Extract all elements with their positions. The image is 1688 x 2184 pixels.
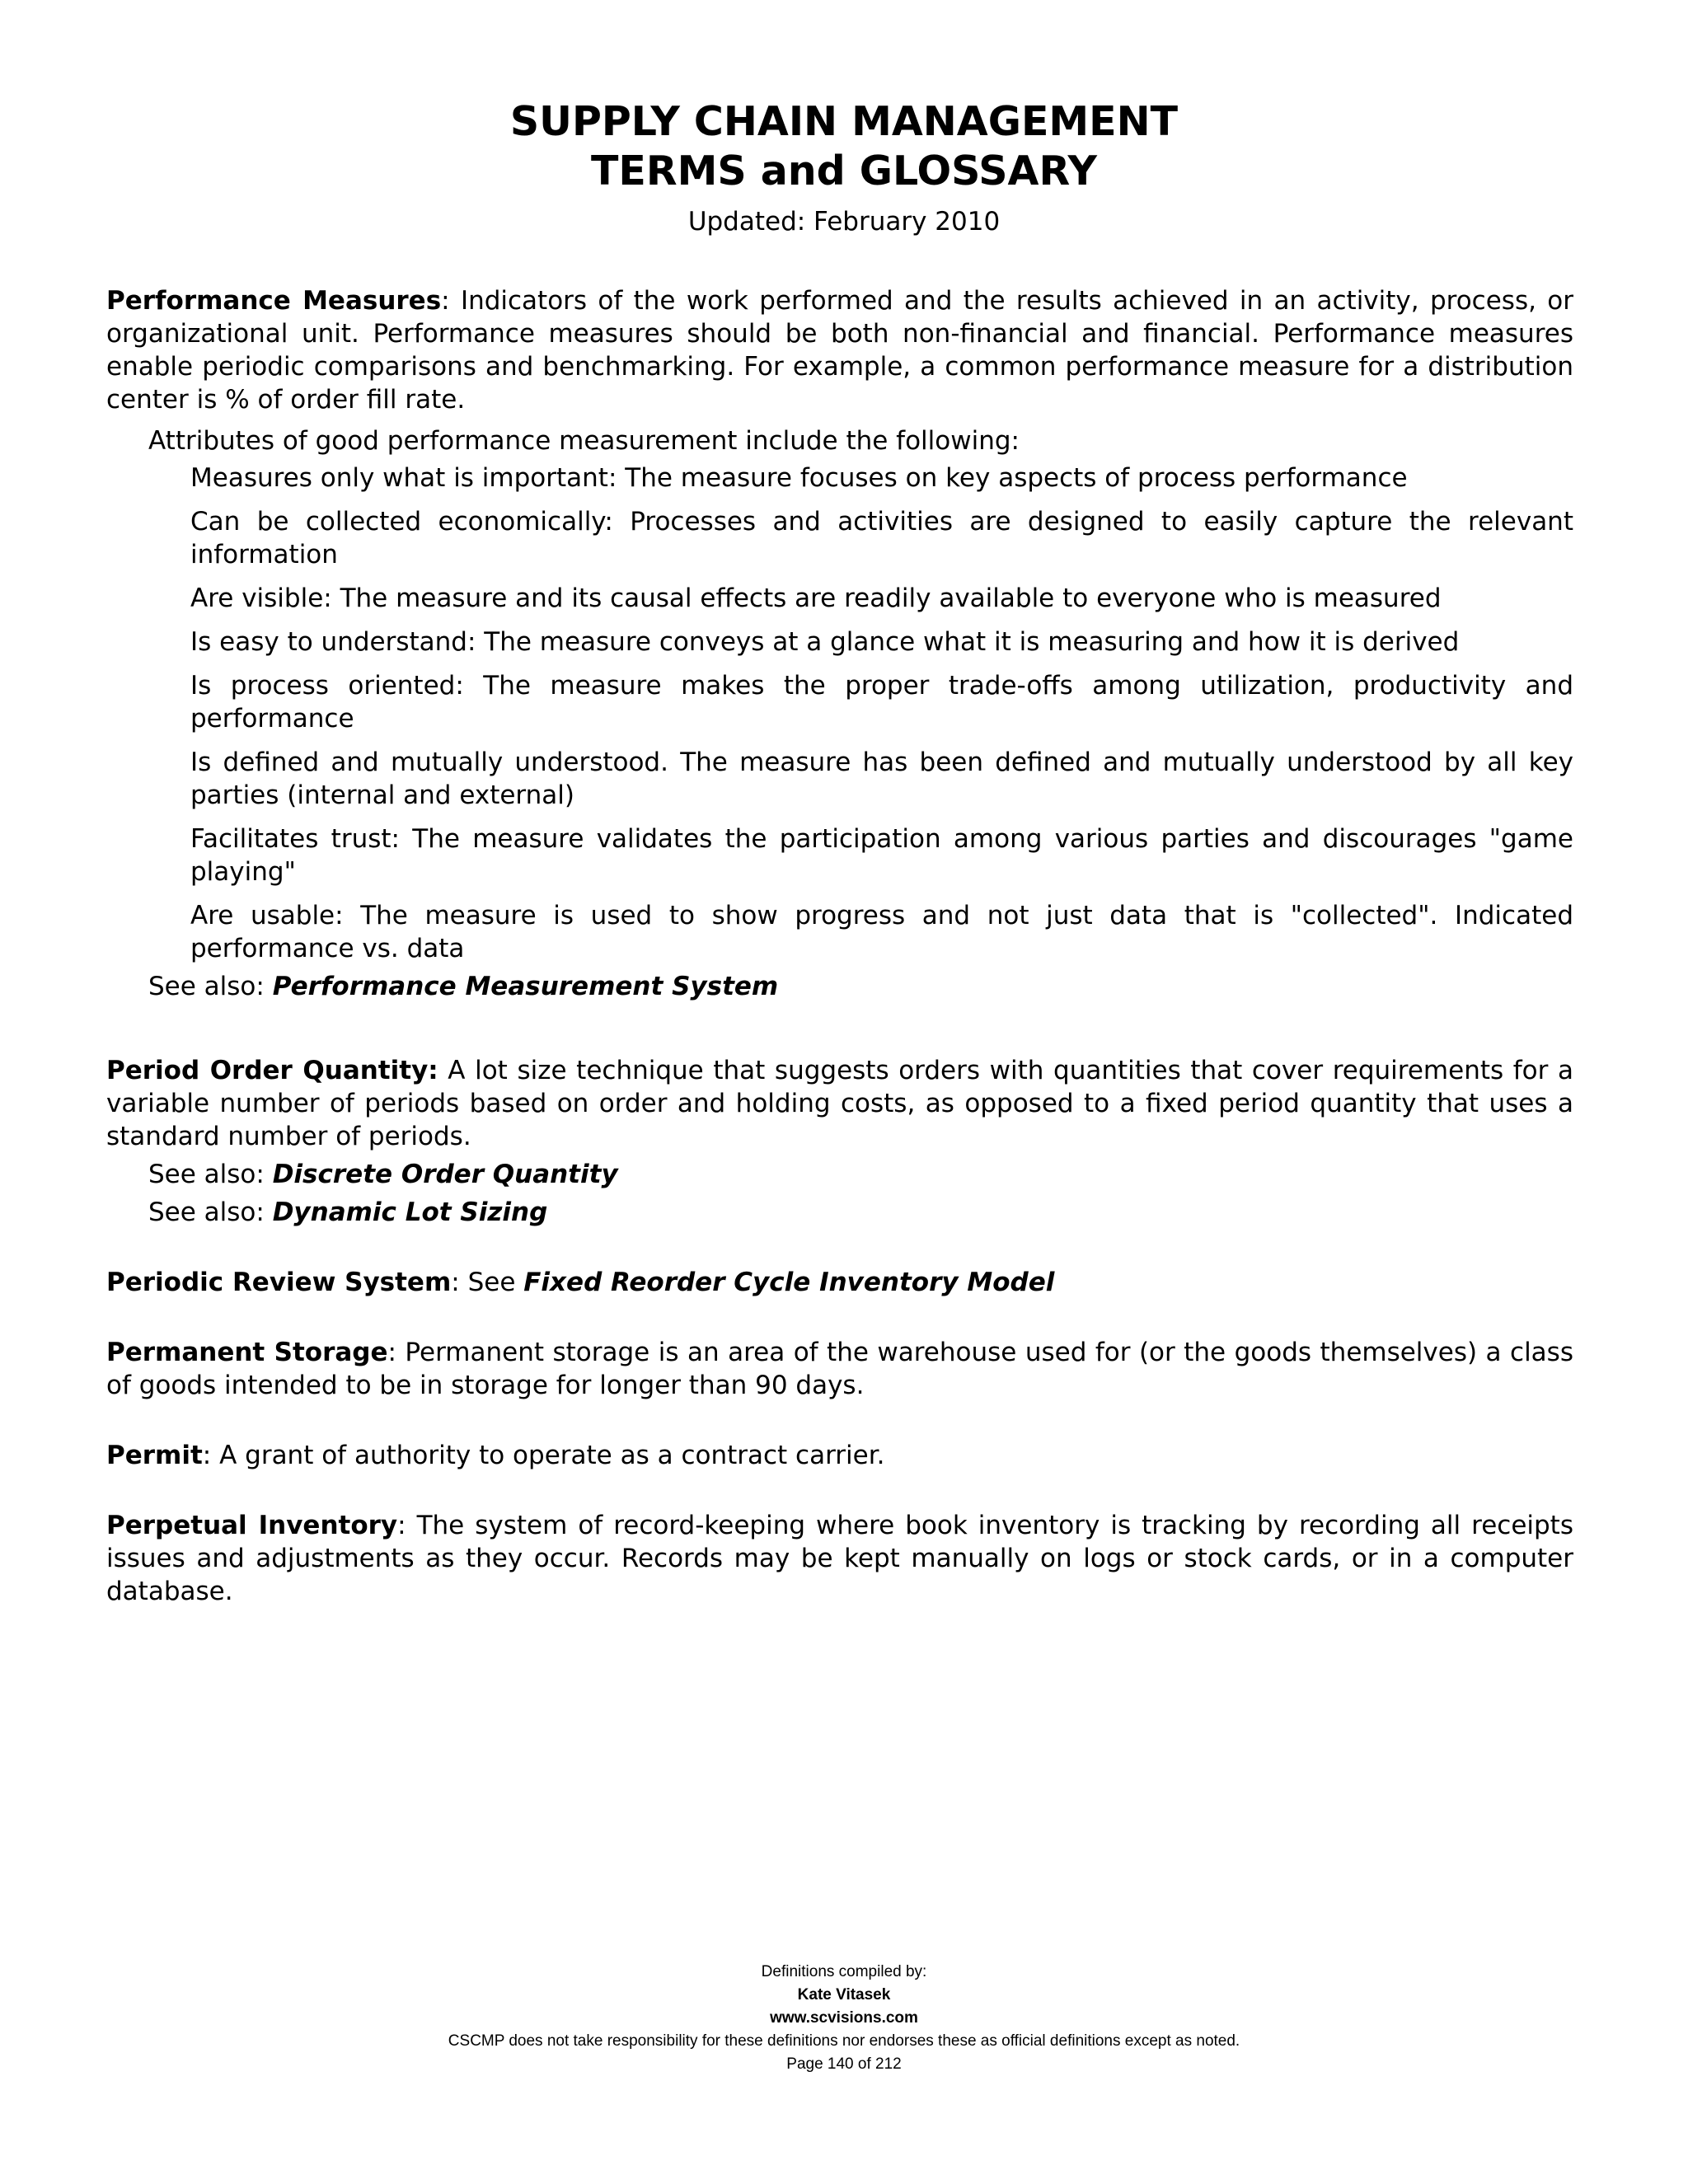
attribute-item: Are usable: The measure is used to show progress and not just data that is "collected". Indicated performance vs. data [190, 901, 1573, 963]
definition-text: : Permanent storage is an area of the warehouse used for (or the goods themselves) a class of goods intended to be in storage for longer than 90 days. [106, 1338, 1573, 1400]
see-also-reference: Performance Measurement System [272, 972, 779, 1001]
term-label: Perpetual Inventory [106, 1511, 398, 1540]
entry-periodic-review-system [106, 1266, 1573, 1299]
updated-date: Updated: February 2010 [687, 207, 1001, 237]
see-also-line [148, 970, 1573, 1003]
attribute-item: Measures only what is important: The measure focuses on key aspects of process performance [190, 463, 1408, 493]
footer-page-number: Page 140 of 212 [786, 2055, 902, 2073]
see-also-label: See also: [148, 1160, 273, 1189]
term-label: Periodic Review System [106, 1268, 452, 1297]
attribute-item: Is easy to understand: The measure conveys at a glance what it is measuring and how it is derived [190, 627, 1460, 657]
entry-spacer [106, 1299, 1573, 1336]
page-header [0, 97, 1688, 239]
glossary-content [106, 284, 1573, 1608]
entry-spacer [106, 1402, 1573, 1439]
attribute-item: Can be collected economically: Processes and activities are designed to easily capture the relevant information [190, 507, 1573, 569]
definition-text: : A grant of authority to operate as a contract carrier. [202, 1441, 885, 1470]
entry-paragraph [106, 1439, 1573, 1472]
see-also-line [148, 1158, 1573, 1191]
see-also-label: See also: [148, 1197, 273, 1227]
entry-period-order-quantity [106, 1054, 1573, 1229]
entry-performance-measures [106, 284, 1573, 1003]
definition-text: A lot size technique that suggests orders with quantities that cover requirements for a variable number of periods based on order and holding costs, as opposed to a fixed period quantity that uses a standard number of periods. [106, 1056, 1573, 1151]
see-also-reference: Dynamic Lot Sizing [272, 1197, 548, 1227]
entry-paragraph [106, 1336, 1573, 1402]
see-also-reference: Discrete Order Quantity [272, 1160, 618, 1189]
footer-website: www.scvisions.com [770, 2009, 918, 2027]
see-reference: Fixed Reorder Cycle Inventory Model [523, 1268, 1055, 1297]
entry-paragraph [106, 1266, 1573, 1299]
entry-paragraph [106, 284, 1573, 416]
entry-paragraph [106, 1054, 1573, 1153]
definition-text: : The system of record-keeping where book inventory is tracking by recording all receipts issues and adjustments as they occur. Records may be kept manually on logs or stock cards, or in a computer database. [106, 1511, 1573, 1606]
entry-spacer [106, 1472, 1573, 1509]
footer-disclaimer: CSCMP does not take responsibility for these definitions nor endorses these as official definitions except as noted. [448, 2032, 1240, 2050]
see-also-label: See also: [148, 972, 273, 1001]
attribute-item: Facilitates trust: The measure validates the participation among various parties and discourages "game playing" [190, 824, 1573, 887]
entry-paragraph [106, 1509, 1573, 1608]
entry-spacer [106, 1003, 1573, 1054]
title-line-1: SUPPLY CHAIN MANAGEMENT [509, 98, 1179, 145]
term-label: Performance Measures [106, 286, 442, 316]
attributes-list [190, 462, 1573, 965]
see-also-line [148, 1196, 1573, 1229]
definition-text: : See [451, 1268, 524, 1297]
attributes-intro: Attributes of good performance measurement include the following: [148, 426, 1020, 456]
term-label: Period Order Quantity: [106, 1056, 438, 1085]
footer-author: Kate Vitasek [797, 1986, 891, 2004]
entry-permit [106, 1439, 1573, 1472]
footer-compiled-by: Definitions compiled by: [761, 1963, 927, 1980]
entry-permanent-storage [106, 1336, 1573, 1402]
term-label: Permanent Storage [106, 1338, 388, 1367]
entry-spacer [106, 1229, 1573, 1266]
title-line-2: TERMS and GLOSSARY [590, 148, 1097, 194]
definition-text: : Indicators of the work performed and the results achieved in an activity, process, or organizational unit. Performance measures should be both non-financial and financial. Performance measures enable periodic comparisons and benchmarking. For example, a common performance measure for a distribution center is % of order fill rate. [106, 286, 1573, 415]
term-label: Permit [106, 1441, 203, 1470]
attribute-item: Are visible: The measure and its causal effects are readily available to everyone who is measured [190, 583, 1442, 613]
attribute-item: Is process oriented: The measure makes the proper trade-offs among utilization, productivity and performance [190, 671, 1573, 733]
entry-perpetual-inventory [106, 1509, 1573, 1608]
page-footer [0, 1961, 1688, 2076]
attribute-item: Is defined and mutually understood. The measure has been defined and mutually understood by all key parties (internal and external) [190, 748, 1573, 810]
